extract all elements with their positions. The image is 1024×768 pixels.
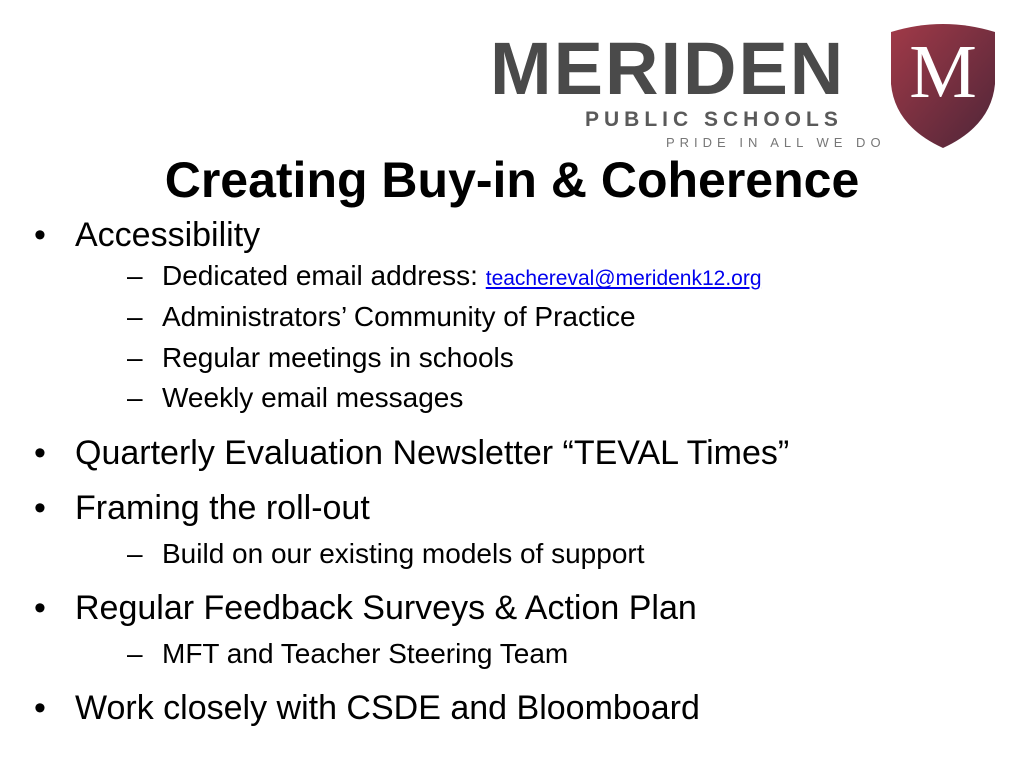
email-link[interactable]: teachereval@meridenk12.org (485, 267, 762, 291)
meriden-logo (490, 22, 1002, 156)
shield-letter: M (909, 30, 977, 114)
sub-bullet-build: – Build on our existing models of support (75, 534, 1012, 575)
logo-tagline: PRIDE IN ALL WE DO (666, 135, 886, 150)
sub-bullet-weekly-email: – Weekly email messages (75, 378, 1012, 419)
sub-list (75, 534, 1012, 575)
sub-list (75, 256, 1012, 418)
bullet-framing: • Framing the roll-out – Build on our existing models of support (32, 488, 1012, 574)
bullet-accessibility: • Accessibility – Dedicated email address: teachereval@meridenk12.org – Administrators’ Community of Practice – Regular meetings in schools – Weekly email messages (32, 215, 1012, 419)
slide-title: Creating Buy-in & Coherence (164, 152, 860, 208)
sub-bullet-email: – Dedicated email address: teachereval@meridenk12.org (75, 256, 1012, 297)
logo-subtitle: PUBLIC SCHOOLS (585, 108, 843, 131)
bullet-newsletter: • Quarterly Evaluation Newsletter “TEVAL Times” (32, 433, 1012, 474)
bullet-list (32, 215, 1012, 730)
logo-wordmark: MERIDEN (490, 27, 846, 110)
sub-bullet-steering: – MFT and Teacher Steering Team (75, 634, 1012, 675)
sub-bullet-community: – Administrators’ Community of Practice (75, 297, 1012, 338)
sub-list (75, 634, 1012, 675)
sub-bullet-meetings: – Regular meetings in schools (75, 338, 1012, 379)
bullet-csde: • Work closely with CSDE and Bloomboard (32, 688, 1012, 729)
bullet-feedback: • Regular Feedback Surveys & Action Plan – MFT and Teacher Steering Team (32, 588, 1012, 674)
